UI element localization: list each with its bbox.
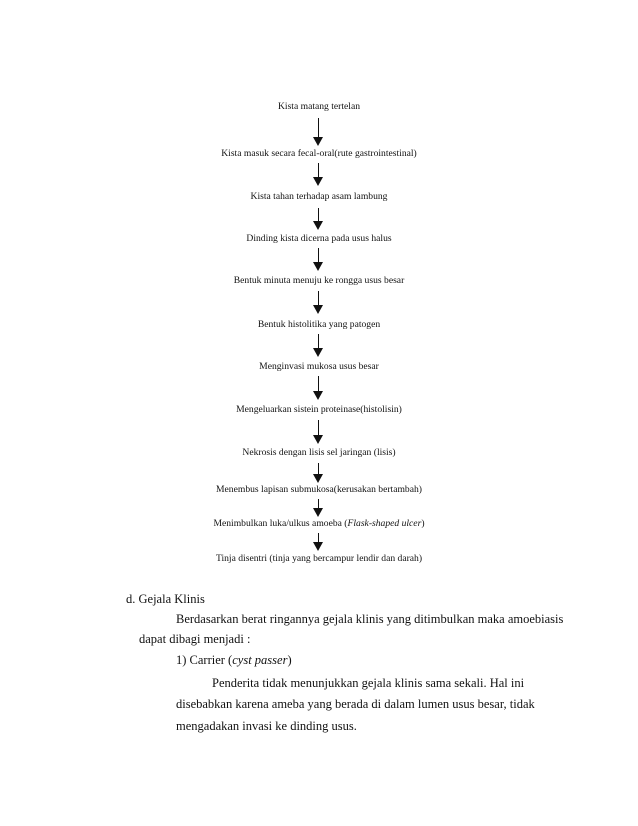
- item-1-label-suffix: ): [287, 653, 292, 667]
- flow-arrow-1: [313, 118, 323, 146]
- flow-step-9: Nekrosis dengan lisis sel jaringan (lisis): [242, 447, 396, 458]
- flow-arrow-9: [313, 463, 323, 483]
- flow-step-11-italic: Flask-shaped ulcer: [347, 518, 422, 529]
- flow-step-11-text: Menimbulkan luka/ulkus amoeba (: [213, 518, 348, 529]
- flow-arrow-11: [313, 533, 323, 551]
- flow-step-6: Bentuk histolitika yang patogen: [257, 319, 381, 330]
- item-1-label-italic: cyst passer: [232, 653, 288, 667]
- flow-arrow-3: [313, 208, 323, 230]
- flow-step-11: [0, 518, 638, 529]
- flow-step-5: Bentuk minuta menuju ke rongga usus besar: [233, 275, 405, 286]
- intro-line-2: dapat dibagi menjadi :: [139, 632, 251, 646]
- flow-step-4: Dinding kista dicerna pada usus halus: [246, 233, 392, 244]
- flow-step-8: Mengeluarkan sistein proteinase(histolisin): [236, 404, 402, 415]
- item-1-line-3: mengadakan invasi ke dinding usus.: [176, 719, 357, 733]
- flow-arrow-2: [313, 163, 323, 186]
- item-1-line-2: disebabkan karena ameba yang berada di dalam lumen usus besar, tidak: [176, 697, 535, 711]
- flow-step-1: Kista matang tertelan: [277, 101, 361, 112]
- flow-arrow-6: [313, 334, 323, 357]
- flow-step-3: Kista tahan terhadap asam lambung: [250, 191, 388, 202]
- flow-arrow-4: [313, 248, 323, 271]
- flow-step-11-close: ): [421, 518, 425, 529]
- item-1-line-1: Penderita tidak menunjukkan gejala klinis sama sekali. Hal ini: [212, 676, 525, 690]
- flow-arrow-5: [313, 291, 323, 314]
- flow-arrow-10: [313, 499, 323, 517]
- section-heading: d. Gejala Klinis: [126, 592, 205, 606]
- flow-step-10: Menembus lapisan submukosa(kerusakan bertambah): [216, 484, 422, 495]
- flow-arrow-8: [313, 420, 323, 444]
- intro-line-1: Berdasarkan berat ringannya gejala klinis yang ditimbulkan maka amoebiasis: [176, 612, 564, 626]
- flow-step-2: Kista masuk secara fecal-oral(rute gastrointestinal): [221, 148, 417, 159]
- flow-step-12: Tinja disentri (tinja yang bercampur lendir dan darah): [215, 553, 423, 564]
- flow-arrow-7: [313, 376, 323, 400]
- item-1-label-prefix: 1) Carrier (: [176, 653, 233, 667]
- item-1-label: [176, 651, 292, 669]
- flow-step-7: Menginvasi mukosa usus besar: [259, 361, 379, 372]
